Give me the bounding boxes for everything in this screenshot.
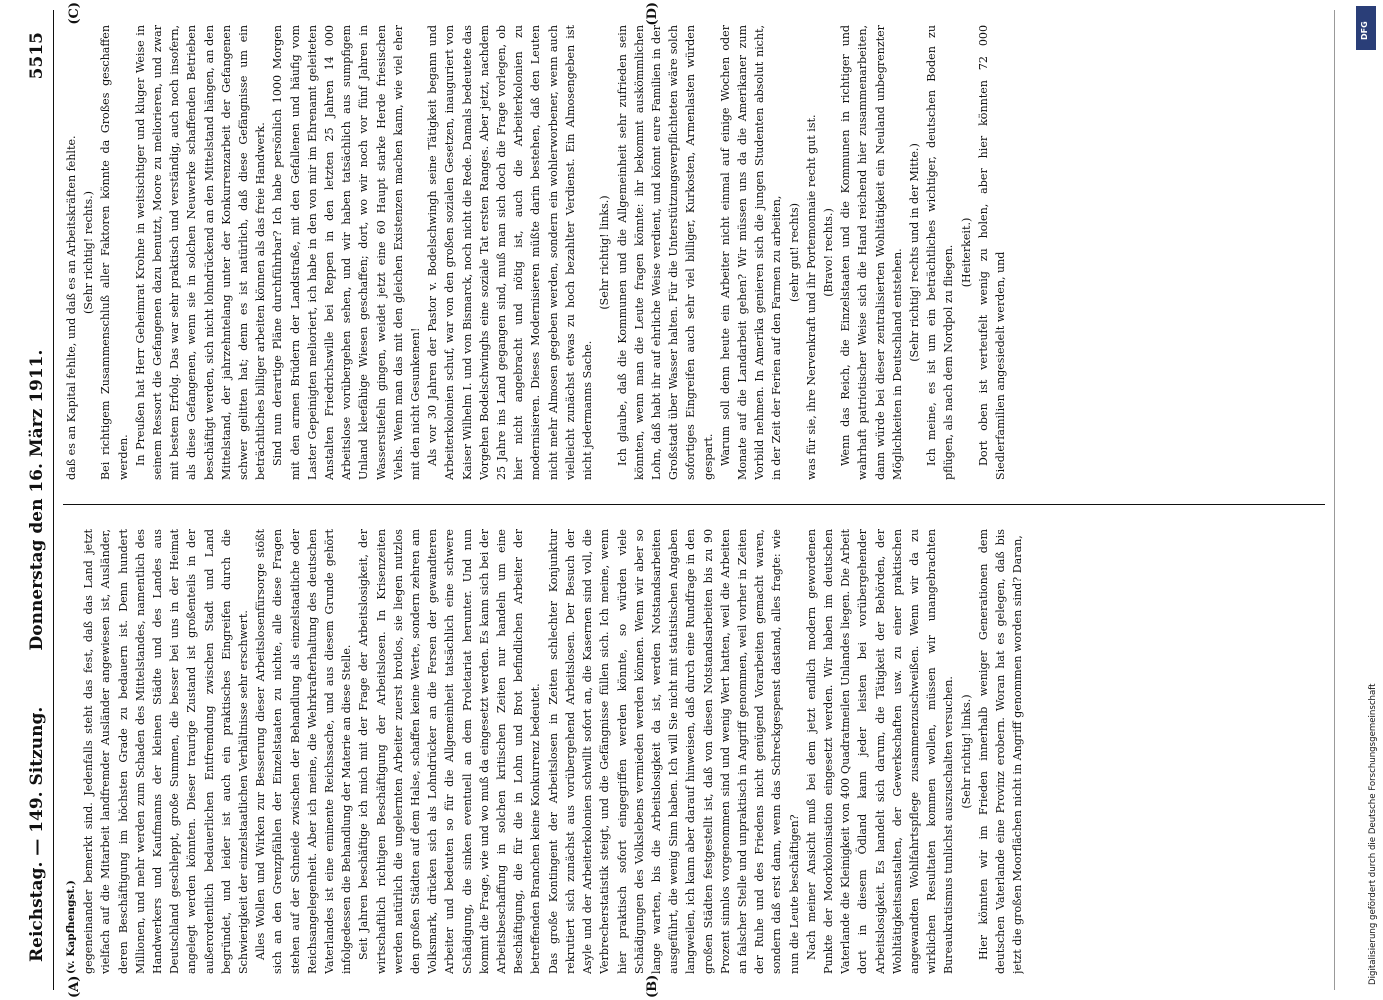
document-page — [15, 0, 1355, 1000]
paragraph: Seit Jahren beschäftige ich mich mit der Frage der Arbeitslosigkeit, der wirtschaftlich richtigen Beschäftigung der Arbeitslosen. In Krisenzeiten werden natürlich die ungelernten Arbeiter zuerst brotlos, sie liegen nutzlos den großen Städten auf dem Halse, schaffen keine Werte, sondern zehren am Volksmark, drücken sich als Lohndrücker an die Fersen der gewandteren Arbeiter und bedeuten so für die Allgemeinheit tatsächlich eine schwere Schädigung, die sinken eventuell an dem Proletariat herunter. Und nun kommt die Frage, wie und wo muß da eingesetzt werden. Es kann sich bei der Arbeitsbeschaffung in solchen kritischen Zeiten nur handeln um eine Beschäftigung, die für die in Lohn und Brot befindlichen Arbeiter der betreffenden Branchen keine Konkurrenz bedeutet. — [357, 529, 543, 974]
header-date: Donnerstag den 16. März 1911. — [27, 349, 47, 651]
paragraph: Ich glaube, daß die Kommunen und die Allgemeinheit sehr zufrieden sein könnten, wenn man die Leute fragen könnte: ihr bekommt auskömmlichen Lohn, daß habt ihr auf ehrliche Weise verdient, und könnt eure Familien in der Großstadt über Wasser halten. Für die Unterstützungsverpflichteten wäre solch sofortiges Eingreifen auch sehr viel billiger, Kurkosten, Armenlasten würden gespart. — [615, 25, 715, 480]
paragraph: Hier könnten wir im Frieden innerhalb weniger Generationen dem deutschen Vaterlande eine Provinz erobern. Woran hat es gelegen, daß bis jetzt die großen Moorflächen nicht in Angriff genommen worden sind? Daran, — [976, 529, 1025, 974]
margin-marker-d: (D) — [645, 2, 660, 26]
interjection: (Sehr richtig! rechts.) — [82, 191, 96, 315]
margin-marker-c: (C) — [67, 2, 82, 25]
paragraph: was für sie, ihre Nervenkraft und ihr Portemonnaie recht gut ist. — [804, 114, 818, 480]
interjection: (sehr gut! rechts) — [787, 203, 801, 302]
paragraph: Dort oben ist verteufelt wenig zu holen, aber hier könnten 72 000 Siedlerfamilien angesiedelt werden, und — [976, 25, 1007, 480]
paragraph: Sind nun derartige Pläne durchführbar? Ich habe persönlich 1000 Morgen mit den armen Brüdern der Landstraße, mit den Gefallenen und häufig vom Laster Gepeinigten melioriert, ich habe in den von mir im Ehrenamt geleiteten Anstalten Friedrichswille bei Reppen in den letzten 25 Jahren 14 000 Arbeitslose vorübergehen sehen, und wir haben tatsächlich aus sumpfigem Unland kleefähige Wiesen geschaffen; dort, wo wir noch vor fünf Jahren in Wasserstiefeln gingen, weidet jetzt eine 60 Haupt starke Herde friesischen Viehs. Wenn man das mit den gleichen Existenzen machen kann, wie viel eher mit den nicht Gesunkenen! — [271, 25, 423, 480]
page-number: 5515 — [27, 32, 47, 80]
paragraph: Alles Wollen und Wirken zur Besserung dieser Arbeitslosenfürsorge stößt sich an den Grenzpfählen der Einzelstaaten zu nichte, alle diese Fragen stehen auf der Schneide zwischen der Behandlung als einzelstaatliche oder Reichsangelegenheit. Aber ich meine, die Wehrkrafterhaltung des deutschen Vaterlandes ist eine eminente Reichssache, und aus diesem Grunde gehört infolgedessen die Behandlung der Materie an diese Stelle. — [254, 529, 354, 974]
column-divider — [63, 504, 1325, 505]
paragraph: Ich meine, es ist um ein beträchtliches wichtiger, deutschen Boden zu pflügen, als nach dem Nordpol zu fliegen. — [925, 25, 956, 480]
interjection: (Heiterkeit.) — [959, 217, 973, 288]
paragraph: daß es an Kapital fehlte, und daß es an Arbeitskräften fehlte. — [65, 135, 78, 480]
header-title: Reichstag. — 149. Sitzung. — [27, 706, 47, 962]
paragraph: gegeneinander bemerkt sind. Jedenfalls steht das fest, daß das Land jetzt vielfach auf die Mitarbeit landfremder Ausländer angewiesen ist, Ausländer, deren Beschäftigung im höchsten Grade zu bedauern ist. Denn hundert Millionen, und mehr werden zum Schaden des Mittelstandes, namentlich des Handwerkers und Kaufmanns der kleinen Städte und des Landes aus Deutschland geschleppt, große Summen, die besser bei uns in der Heimat angelegt werden könnten. Dieser traurige Zustand ist großenteils in der außerordentlich bedauerlichen Entfremdung zwischen Stadt und Land begründet, und leider ist auch ein praktisches Eingreifen durch die Schwierigkeit der einzelstaatlichen Verhältnisse sehr erschwert. — [82, 529, 251, 974]
right-column — [63, 25, 1325, 480]
interjection: (Sehr richtig! rechts und in der Mitte.) — [907, 143, 921, 362]
interjection: (Bravo! rechts.) — [821, 208, 835, 297]
page-header — [19, 10, 54, 990]
margin-marker-a: (A) — [67, 975, 82, 998]
paragraph: Als vor 30 Jahren der Pastor v. Bodelschwingh seine Tätigkeit begann und Arbeiterkolonien schuf, war von den großen sozialen Gesetzen, inauguriert von Kaiser Wilhelm I. und von Bismarck, noch nicht die Rede. Damals bedeutete das Vorgehen Bodelschwinghs eine soziale Tat ersten Ranges. Aber jetzt, nachdem 25 Jahre ins Land gegangen sind, muß man sich doch die Frage vorlegen, ob hier nicht angebracht und nötig ist, auch die Arbeiterkolonien zu modernisieren. Dieses Modernisieren müßte darin bestehen, daß den Leuten nicht mehr Almosen gegeben werden, sondern ein wohlerworbener, wenn auch vielleicht zunächst etwas zu hoch bezahlter Verdienst. Ein Almosengeben ist nicht jedermanns Sache. — [426, 25, 595, 480]
dfg-logo: DFG — [1356, 6, 1376, 50]
paragraph: Das große Kontingent der Arbeitslosen in Zeiten schlechter Konjunktur rekrutiert sich zunächst aus vorübergehend Arbeitslosen. Der Besuch der Asyle und der Arbeiterkolonien schwillt sofort an, die Kasernen sind voll, die Verbrecherstatistik steigt, und die Gefängnisse füllen sich. Ich meine, wenn hier praktisch sofort eingegriffen werden könnte, so würden viele Schädigungen des Volkslebens vermieden werden können. Wenn wir aber so lange warten, bis die Arbeitslosigkeit da ist, werden Notstandsarbeiten ausgeführt, die wenig Sinn haben. Ich will Sie nicht mit statistischen Angaben langweilen, ich kann aber darauf hinweisen, daß durch eine Rundfrage in den großen Städten festgestellt ist, daß von diesen Notstandsarbeiten bis zu 90 Prozent sinnlos vorgenommen sind und wenig Wert hatten, weil die Arbeiten an falscher Stelle und unpraktisch in Angriff genommen, weil vorher in Zeiten der Ruhe und des Friedens nicht genügend Vorarbeiten gemacht waren, sondern daß erst dann, wenn das Schreckgespenst dastand, alles fragte: wie nun die Leute beschäftigen? — [546, 529, 801, 974]
digitization-credit: Digitalisierung gefördert durch die Deutsche Forschungsgemeinschaft — [1368, 683, 1378, 985]
speaker-label: (v. Kapfhengst.) — [65, 880, 77, 974]
margin-marker-b: (B) — [645, 974, 660, 998]
interjection: (Sehr richtig! links.) — [598, 195, 612, 310]
interjection: (Sehr richtig! links.) — [959, 694, 973, 809]
paragraph: In Preußen hat Herr Geheimrat Krohne in weitsichtiger und kluger Weise in seinem Ressort die Gefangenen dazu benutzt, Moore zu meliorieren, und zwar mit bestem Erfolg. Das war sehr praktisch und verständig, auch noch insofern, als diese Gefangenen, wenn sie in solchen Neuwerke schaffenden Betrieben beschäftigt werden, sich nicht lohndrückend an den Mittelstand hängen, an den Mittelstand, der jahrzehntelang unter der Konkurrenzarbeit der Gefangenen schwer gelitten hat; denn es ist natürlich, daß diese Gefängnisse um ein beträchtliches billiger arbeiten können als das freie Handwerk. — [133, 25, 268, 480]
paragraph: Warum soll denn heute ein Arbeiter nicht einmal auf einige Wochen oder Monate auf die Landarbeit gehen? Wir müssen uns da die Amerikaner zum Vorbild nehmen. In Amerika genieren sich die jungen Studenten absolut nicht, in der Zeit der Ferien auf den Farmen zu arbeiten, — [718, 25, 784, 480]
left-column — [63, 529, 1325, 974]
footer-rule — [1334, 10, 1335, 990]
paragraph: Wenn das Reich, die Einzelstaaten und die Kommunen in richtiger und wahrhaft patriotischer Weise sich die Hand reichend hier zusammenarbeiten, dann würde bei dieser zentralisierten Wohltätigkeit ein Neuland unbegrenzter Möglichkeiten in Deutschland entstehen. — [839, 25, 904, 480]
paragraph: Nach meiner Ansicht muß bei dem jetzt endlich modern gewordenen Punkte der Moorkolonisation eingesetzt werden. Wir haben im deutschen Vaterlande die Kleinigkeit von 400 Quadratmeilen Unlandes liegen. Die Arbeit dort in diesem Ödland kann jeder leisten bei vorübergehender Arbeitslosigkeit. Es handelt sich darum, die Tätigkeit der Behörden, der Wohltätigkeitsanstalten, der Gewerkschaften usw. zu einer praktischen angewandten Wohlfahrtspflege zusammenzuschweißen. Wenn wir da zu wirklichen Resultaten kommen wollen, müssen wir unangebrachten Bureaukratismus tunlichst auszuschalten versuchen. — [804, 529, 956, 974]
paragraph: Bei richtigem Zusammenschluß aller Faktoren könnte da Großes geschaffen werden. — [99, 25, 130, 480]
